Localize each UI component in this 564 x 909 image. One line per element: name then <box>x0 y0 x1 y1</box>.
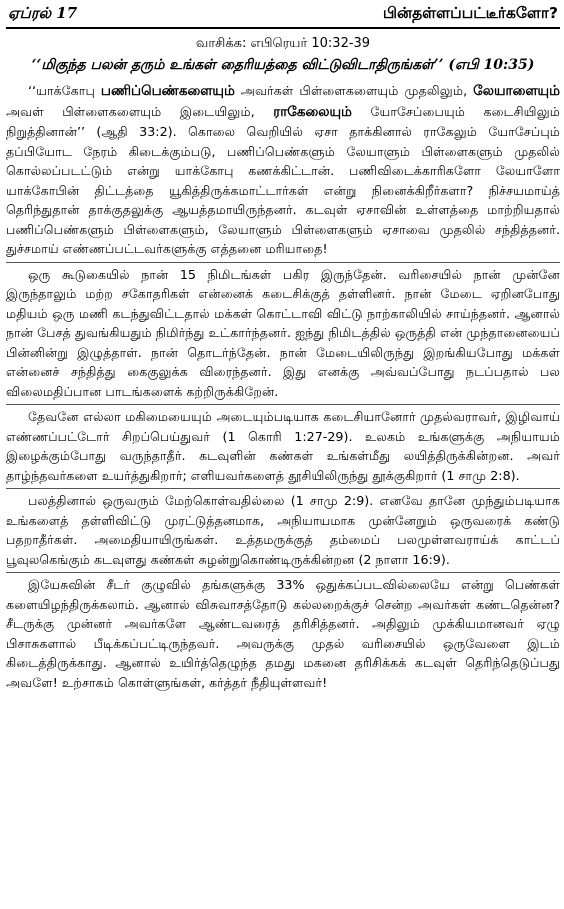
section-5 <box>6 575 560 692</box>
paragraph-1 <box>6 81 560 259</box>
bold-word-rachel: ராகேலையும் <box>273 103 352 120</box>
scripture-reading: வாசிக்க: எபிரெயர் 10:32-39 <box>195 36 371 51</box>
header-date: ஏப்ரல் 17 <box>8 4 78 22</box>
paragraph-1-text-c: அவள் பிள்ளைகளையும் இடையிலும், <box>6 103 274 119</box>
section-4 <box>6 491 560 573</box>
page-header <box>6 0 560 29</box>
paragraph-3: தேவனே எல்லா மகிமையையும் அடையும்படியாக கடைசியானோர் முதல்வராவர், இழிவாய் எண்ணப்பட்டோர் சிறப்பெய்துவர் (1 கொரி 1:27-29). உலகம் உங்களுக்கு அநியாயம் இழைக்கும்போது வருந்தாதீர். கடவுளின் கண்கள் உங்கள்மீது லயித்திருக்கின்றன. அவர் தாழ்ந்தவர்களை உயர்த்துகிறார்; எளியவர்களைத் தூசியிலிருந்து தூக்குகிறார் (1 சாமு 2:8). <box>6 409 560 483</box>
section-divider <box>6 488 560 489</box>
section-2 <box>6 265 560 406</box>
theme-verse: ‘‘மிகுந்த பலன் தரும் உங்கள் தைரியத்தை விட்டுவிடாதிருங்கள்’’ (எபி 10:35) <box>31 57 535 73</box>
header-title: பின்தள்ளப்பட்டீர்களோ? <box>382 4 558 22</box>
paragraph-5: இயேசுவின் சீடர் குழுவில் தங்களுக்கு 33% ஒதுக்கப்படவில்லையே என்று பெண்கள் களையிழந்திருக்கலாம். ஆனால் விசுவாசத்தோடு கல்லறைக்குச் சென்ற அவர்கள் கண்டதென்ன? சீடருக்கு முன்னர் அவர்களே ஆண்டவரைத் தரிசித்தனர். அதிலும் முக்கியமானவர் ஏழு பிசாசுகளால் பீடிக்கப்பட்டிருந்தவர். அவருக்கு முதல் வரிசையில் ஒருவேளை இடம் கிடைத்திருக்காது. ஆனால் உயிர்த்தெழுந்த தமது மகனை தரிசிக்கக் கடவுள் தெரிந்தெடுப்பது அவளே! உற்சாகம் கொள்ளுங்கள், கர்த்தர் நீதியுள்ளவர்! <box>6 577 560 690</box>
section-3 <box>6 407 560 489</box>
section-divider <box>6 572 560 573</box>
section-divider <box>6 404 560 405</box>
section-1 <box>6 81 560 263</box>
paragraph-1-text-b: அவர்கள் பிள்ளைகளையும் முதலிலும், <box>234 83 474 98</box>
paragraph-1-text-d: யோசேப்பையும் கடைசியிலும் நிறுத்தினான்’’ (ஆதி 33:2). கொலை வெறியில் ஏசா தாக்கினால் ராகேலும் யோசேப்பும் தப்பியோட நேரம் கிடைக்கும்படு, பணிப்பெண்களும் லேயாளும் பிள்ளைகளும் முதலில் கொல்லப்படட்டும் என்று யாக்கோபு கணக்கிட்டான். பணிவிடைக்காரிகளோ லேயாளோ யாக்கோபின் திட்டத்தை யூகித்திருக்கமாட்டார்கள் என்று நினைக்கிறீர்களா? நிச்சயமாய்த் தெரிந்துதான் தாக்குதலுக்கு ஆயத்தமாயிருந்தனர். கடவுள் ஏசாவின் உள்ளத்தை மாற்றியதால் பணிப்பெண்களும் பிள்ளைகளும், லேயாளும் பிள்ளைகளும் ஏசாவை முதலில் சந்தித்தனர். துச்சமாய் எண்ணப்பட்டவர்களுக்கு எத்தனை மரியாதை! <box>6 103 560 256</box>
paragraph-1-text-a: ‘‘யாக்கோபு <box>28 83 101 98</box>
bold-word-leah: லேயாளையும் <box>473 83 560 99</box>
paragraph-2: ஒரு கூடுகையில் நான் 15 நிமிடங்கள் பகிர இருந்தேன். வரிசையில் நான் முன்னே இருந்தாலும் மற்ற சகோதரிகள் என்னைக் கடைசிக்குத் தள்ளினர். நான் மேடை ஏறினபோது மதியம் ஒரு மணி கடந்துவிட்டதால் மக்கள் கொட்டாவி விட்டு நாற்காலியில் சாய்ந்தனர். ஆனால் நான் பேசத் துவங்கியதும் நிமிர்ந்து உட்கார்ந்தனர். ஐந்து நிமிடத்தில் ஒருத்தி என் முந்தானையைப் பின்னின்று இழுத்தாள். நான் தொடர்ந்தேன். நான் மேடையிலிருந்து இறங்கியபோது மக்கள் என்னைச் சந்தித்து கைகுலுக்க விரைந்தனர். இது எனக்கு அவ்வப்போது நடப்பதால் பல விலைமதிப்பான பாடங்களைக் கற்றிருக்கிறேன். <box>6 266 560 399</box>
bold-word-handmaids: பணிப்பெண்களையும் <box>100 83 235 99</box>
section-divider <box>6 262 560 263</box>
paragraph-4: பலத்தினால் ஒருவரும் மேற்கொள்வதில்லை (1 சாமு 2:9). எனவே தானே முந்தும்படியாக உங்களைத் தள்ளிவிட்டு முரட்டுத்தனமாக, அநியாயமாக முன்னேறும் ஒருவரைக் கண்டு பதறாதீர்கள். அமைதியாயிருங்கள். உத்தமருக்குத் தம்மைப் பலமுள்ளவராய்க் காட்டப் பூவுலகெங்கும் கடவுளது கண்கள் சுழன்றுகொண்டிருக்கின்றன (2 நாளா 16:9). <box>6 493 560 567</box>
